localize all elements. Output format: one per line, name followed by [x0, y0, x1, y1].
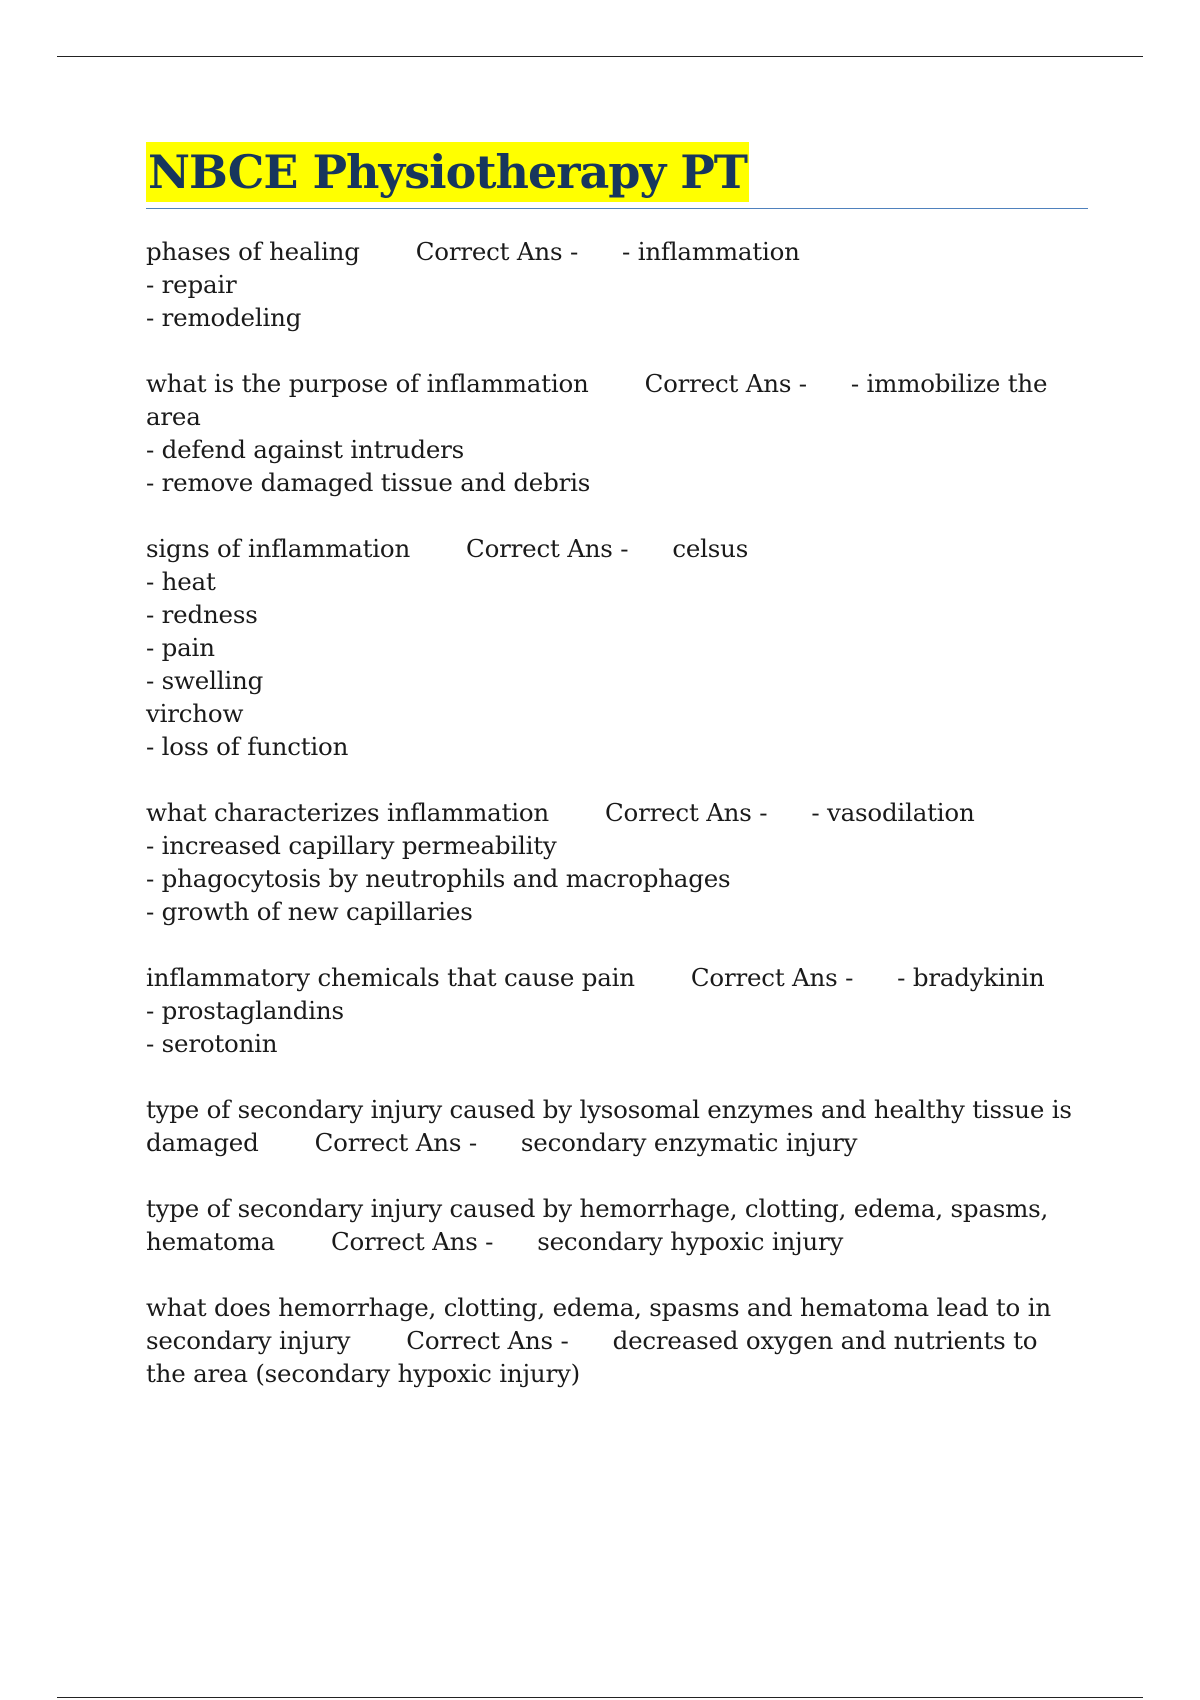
question-text: inflammatory chemicals that cause pain — [146, 963, 635, 992]
answer-text: celsus — [672, 534, 749, 563]
question-text: what is the purpose of inflammation — [146, 369, 589, 398]
correct-answer-label: Correct Ans - — [466, 534, 629, 563]
document-body — [146, 142, 1088, 1423]
answer-line: - serotonin — [146, 1029, 278, 1058]
qa-item — [146, 961, 1088, 1060]
qa-line — [146, 367, 1088, 400]
qa-item — [146, 235, 1088, 334]
title-block — [146, 142, 1088, 209]
qa-item — [146, 1192, 1088, 1258]
qa-list — [146, 235, 1088, 1390]
answer-line: - phagocytosis by neutrophils and macrophages — [146, 864, 731, 893]
document-title: NBCE Physiotherapy PT — [146, 142, 749, 202]
answer-line: the area (secondary hypoxic injury) — [146, 1359, 580, 1388]
answer-line: - loss of function — [146, 732, 349, 761]
answer-line: - remodeling — [146, 303, 302, 332]
answer-text: secondary enzymatic injury — [520, 1128, 858, 1157]
correct-answer-label: Correct Ans - — [330, 1227, 494, 1256]
question-text: what does hemorrhage, clotting, edema, spasms and hematoma lead to in — [146, 1293, 1051, 1322]
answer-line: - defend against intruders — [146, 435, 465, 464]
answer-line: - growth of new capillaries — [146, 897, 473, 926]
correct-answer-label: Correct Ans - — [314, 1128, 477, 1157]
question-text: what characterizes inflammation — [146, 798, 550, 827]
correct-answer-label: Correct Ans - — [644, 369, 807, 398]
question-text: type of secondary injury caused by hemorrhage, clotting, edema, spasms, — [146, 1194, 1049, 1223]
answer-line: - heat — [146, 567, 216, 596]
qa-line — [146, 796, 1088, 829]
answer-line: - redness — [146, 600, 258, 629]
qa-item — [146, 1291, 1088, 1390]
answer-text: secondary hypoxic injury — [537, 1227, 844, 1256]
qa-line — [146, 1225, 1088, 1258]
qa-line — [146, 1324, 1088, 1357]
correct-answer-label: Correct Ans - — [605, 798, 768, 827]
answer-text: - bradykinin — [897, 963, 1045, 992]
question-text: phases of healing — [146, 237, 360, 266]
qa-line — [146, 532, 1088, 565]
qa-item — [146, 367, 1088, 499]
qa-line — [146, 1126, 1088, 1159]
answer-line: - pain — [146, 633, 215, 662]
question-text: secondary injury — [146, 1326, 351, 1355]
qa-item — [146, 532, 1088, 763]
correct-answer-label: Correct Ans - — [690, 963, 854, 992]
qa-item — [146, 1093, 1088, 1159]
answer-line: - increased capillary permeability — [146, 831, 557, 860]
answer-line: - repair — [146, 270, 237, 299]
question-text: damaged — [146, 1128, 259, 1157]
qa-line — [146, 235, 1088, 268]
header-rule — [57, 56, 1143, 57]
question-text: signs of inflammation — [146, 534, 411, 563]
answer-text: - vasodilation — [811, 798, 975, 827]
answer-line: area — [146, 402, 201, 431]
answer-line: virchow — [146, 699, 244, 728]
qa-item — [146, 796, 1088, 928]
correct-answer-label: Correct Ans - — [406, 1326, 569, 1355]
answer-text: - immobilize the — [850, 369, 1048, 398]
question-text: type of secondary injury caused by lysosomal enzymes and healthy tissue is — [146, 1095, 1072, 1124]
correct-answer-label: Correct Ans - — [415, 237, 579, 266]
footer-rule — [57, 1697, 1143, 1698]
qa-line — [146, 961, 1088, 994]
question-text: hematoma — [146, 1227, 275, 1256]
answer-text: decreased oxygen and nutrients to — [612, 1326, 1038, 1355]
answer-text: - inflammation — [622, 237, 800, 266]
answer-line: - remove damaged tissue and debris — [146, 468, 591, 497]
answer-line: - swelling — [146, 666, 264, 695]
answer-line: - prostaglandins — [146, 996, 344, 1025]
